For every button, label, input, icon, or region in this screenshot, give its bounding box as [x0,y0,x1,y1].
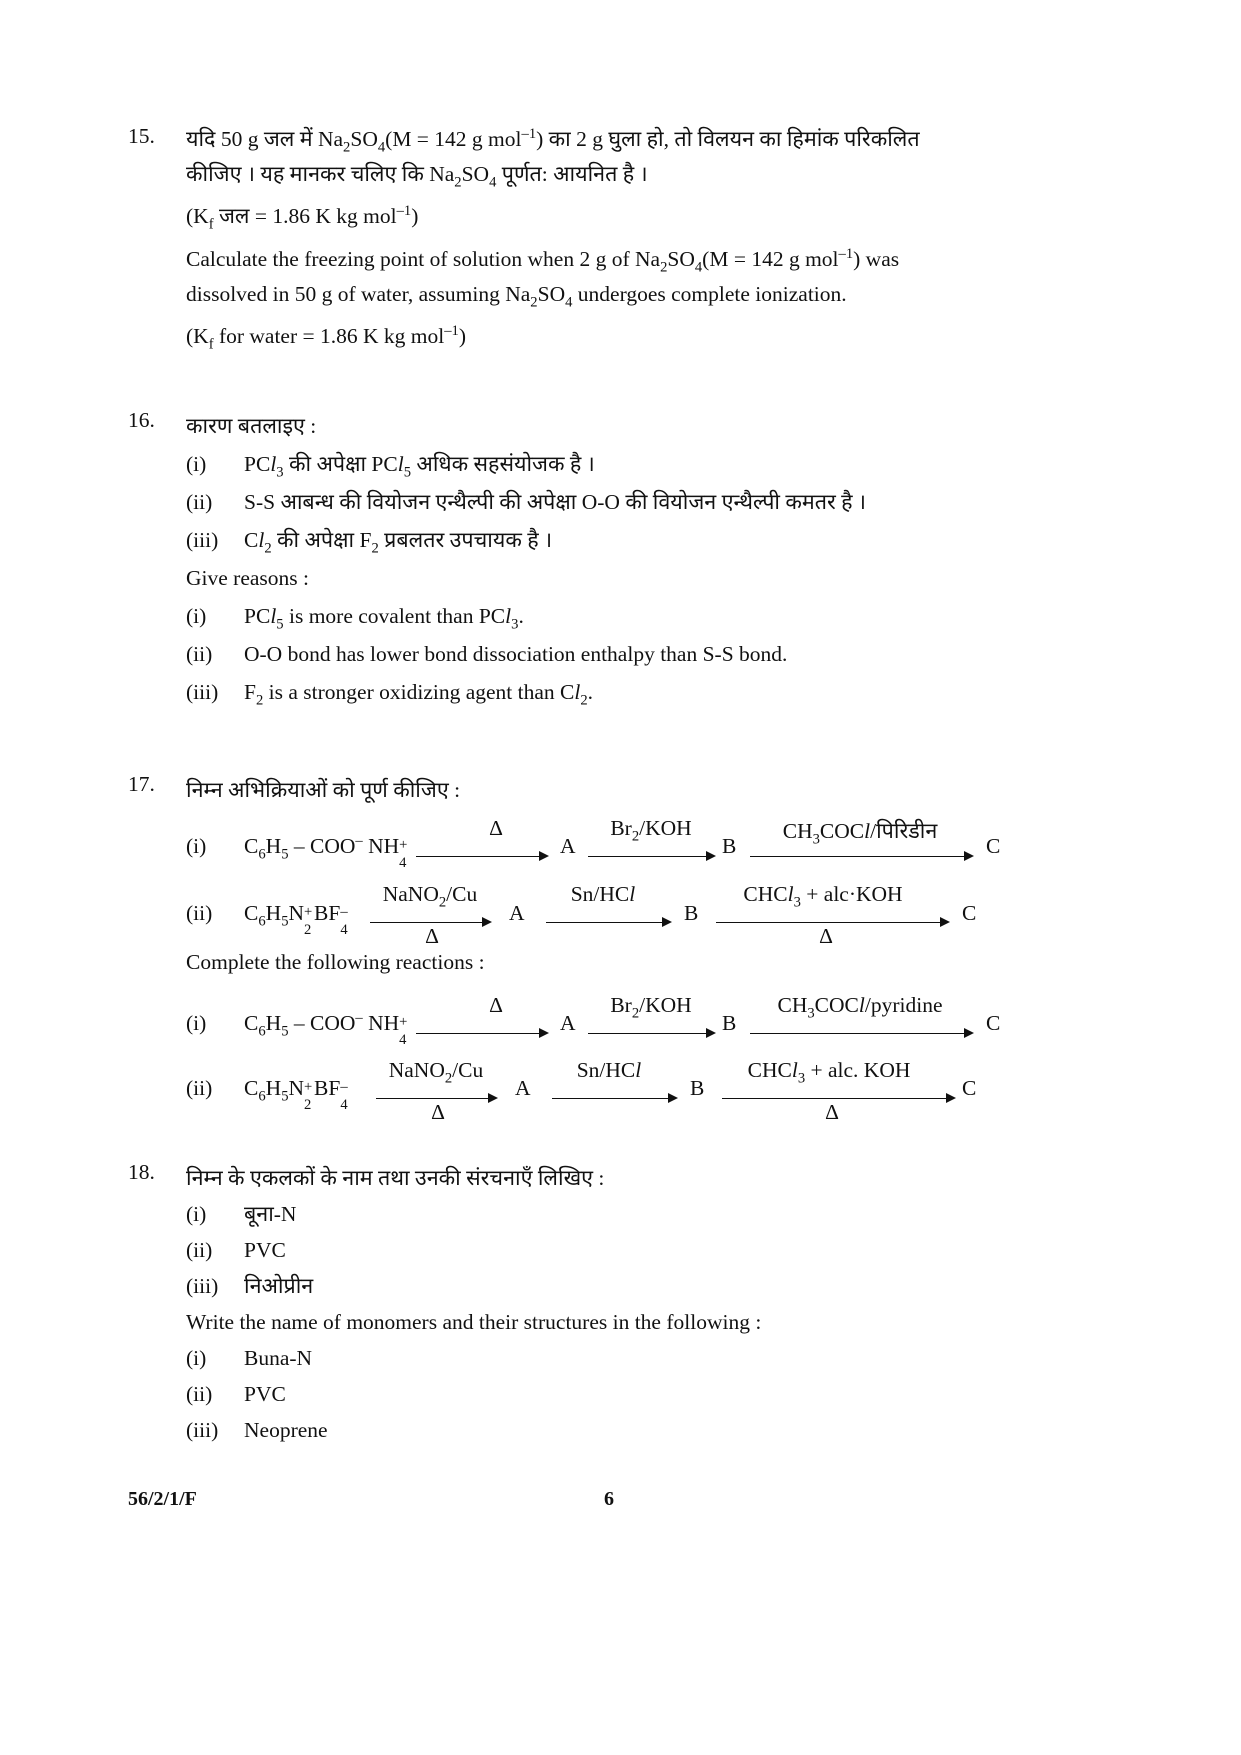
arrow-label: Δ [425,924,439,948]
product-b: B [690,1076,705,1100]
reaction-arrow [750,856,972,857]
question-17 [128,772,1088,808]
question-15-english-constant: ($K_f$ for water = 1.86 K kg mol$^{-1}$) [186,322,467,353]
arrow-label: $CH_3COCl/पिरिडीन$ [782,819,938,848]
paper-code: 56/2/1/F [128,1488,197,1510]
question-15-hindi-text: यदि 50 g जल में $Na_2SO_4(M = 142$ g mol$^{-1}$) का 2 g घुला हो, तो विलयन का हिमांक परिकलित कीजिए । यह मानकर चलिए कि $Na_2SO_4$ पूर्णत: आयनित है । [186,125,920,191]
product-a: A [515,1076,531,1100]
question-number: 16. [128,408,155,432]
arrow-label: Δ [431,1100,445,1124]
question-16-english-heading: Give reasons : [186,566,309,590]
question-number: 15. [128,124,155,148]
question-15-hindi-constant: ($K_f$ जल = 1.86 K kg mol$^{-1}$) [186,202,419,233]
arrow-label: Δ [825,1100,839,1124]
question-15-english-text: Calculate the freezing point of solution when 2 g of $Na_2SO_4(M = 142$ g mol$^{-1}$) was dissolved in 50 g of water, assuming $Na_2SO_4$ undergoes complete ionization. [186,245,900,311]
arrow-label: CHCl$_3$ + alc. KOH [747,1058,911,1087]
reaction-arrow [376,1098,496,1099]
product-b: B [722,1011,737,1035]
reaction-arrow [588,1033,714,1034]
reaction-number: (ii) [186,901,213,925]
reaction-arrow [588,856,714,857]
arrow-label: CHCl$_3$ + alc·KOH [743,882,903,911]
reaction-number: (i) [186,834,207,858]
question-18-english-heading: Write the name of monomers and their structures in the following : [186,1310,762,1334]
question-number: 17. [128,772,155,796]
list-item: (i) Buna-N [186,1346,313,1370]
question-17-english-heading: Complete the following reactions : [186,950,485,974]
reactant: $C_6H_5N$ + 2 BF – 4 [244,1076,348,1113]
list-item: (iii) $Cl_2$ की अपेक्षा $F_2$ प्रबलतर उपचायक है । [186,528,553,557]
arrow-label: NaNO$_2$/Cu [388,1058,484,1087]
reaction-number: (ii) [186,1076,213,1100]
list-item: (iii) $F_2$ is a stronger oxidizing agent than $Cl_2$. [186,680,594,709]
reactant: $C_6H_5 - COO^-$ NH + 4 [244,832,408,871]
question-16-hindi-heading: कारण बतलाइए : [186,414,317,438]
reaction-arrow [552,1098,676,1099]
question-18-hindi-heading: निम्न के एकलकों के नाम तथा उनकी संरचनाएँ लिखिए : [186,1166,605,1190]
list-item: (iii) Neoprene [186,1418,328,1442]
reaction-arrow [370,922,490,923]
product-c: C [962,901,977,925]
list-item: (i) PCl$_3$ की अपेक्षा PCl$_5$ अधिक सहसंयोजक है । [186,452,595,481]
reaction-arrow [722,1098,954,1099]
product-a: A [509,901,525,925]
product-a: A [560,1011,576,1035]
question-18 [128,1160,1088,1448]
list-item: (ii) PVC [186,1382,286,1406]
page-number: 6 [604,1488,614,1510]
reaction-arrow [416,1033,547,1034]
arrow-label: $Br_2$/KOH [610,816,692,845]
list-item: (ii) O-O bond has lower bond dissociation enthalpy than S-S bond. [186,642,788,666]
arrow-label: $CH_3COCl$/pyridine [777,993,943,1022]
arrow-label: Δ [489,816,503,840]
reactant: $C_6H_5N$ + 2 BF – 4 [244,901,348,938]
arrow-label: Δ [489,993,503,1017]
arrow-label: $Br_2$/KOH [610,993,692,1022]
product-b: B [722,834,737,858]
arrow-label: Sn/HCl [570,882,636,906]
list-item: (iii) निओप्रीन [186,1274,314,1298]
arrow-label: Sn/HCl [576,1058,642,1082]
reaction-arrow [750,1033,972,1034]
question-15 [128,122,1088,354]
question-17-hindi-heading: निम्न अभिक्रियाओं को पूर्ण कीजिए : [186,778,461,802]
reaction-arrow [716,922,948,923]
product-c: C [962,1076,977,1100]
list-item: (i) बूना-N [186,1202,297,1226]
question-16 [128,408,1088,710]
reaction-arrow [546,922,670,923]
question-number: 18. [128,1160,155,1184]
product-c: C [986,834,1001,858]
list-item: (i) PCl$_5$ is more covalent than PCl$_3$. [186,604,524,633]
arrow-label: Δ [819,924,833,948]
reaction-arrow [416,856,547,857]
reactant: $C_6H_5 - COO^-$ NH + 4 [244,1009,408,1048]
reaction-number: (i) [186,1011,207,1035]
list-item: (ii) S-S आबन्ध की वियोजन एन्थैल्पी की अपेक्षा O-O की वियोजन एन्थैल्पी कमतर है । [186,490,867,514]
arrow-label: NaNO$_2$/Cu [382,882,478,911]
product-b: B [684,901,699,925]
list-item: (ii) PVC [186,1238,286,1262]
product-a: A [560,834,576,858]
product-c: C [986,1011,1001,1035]
